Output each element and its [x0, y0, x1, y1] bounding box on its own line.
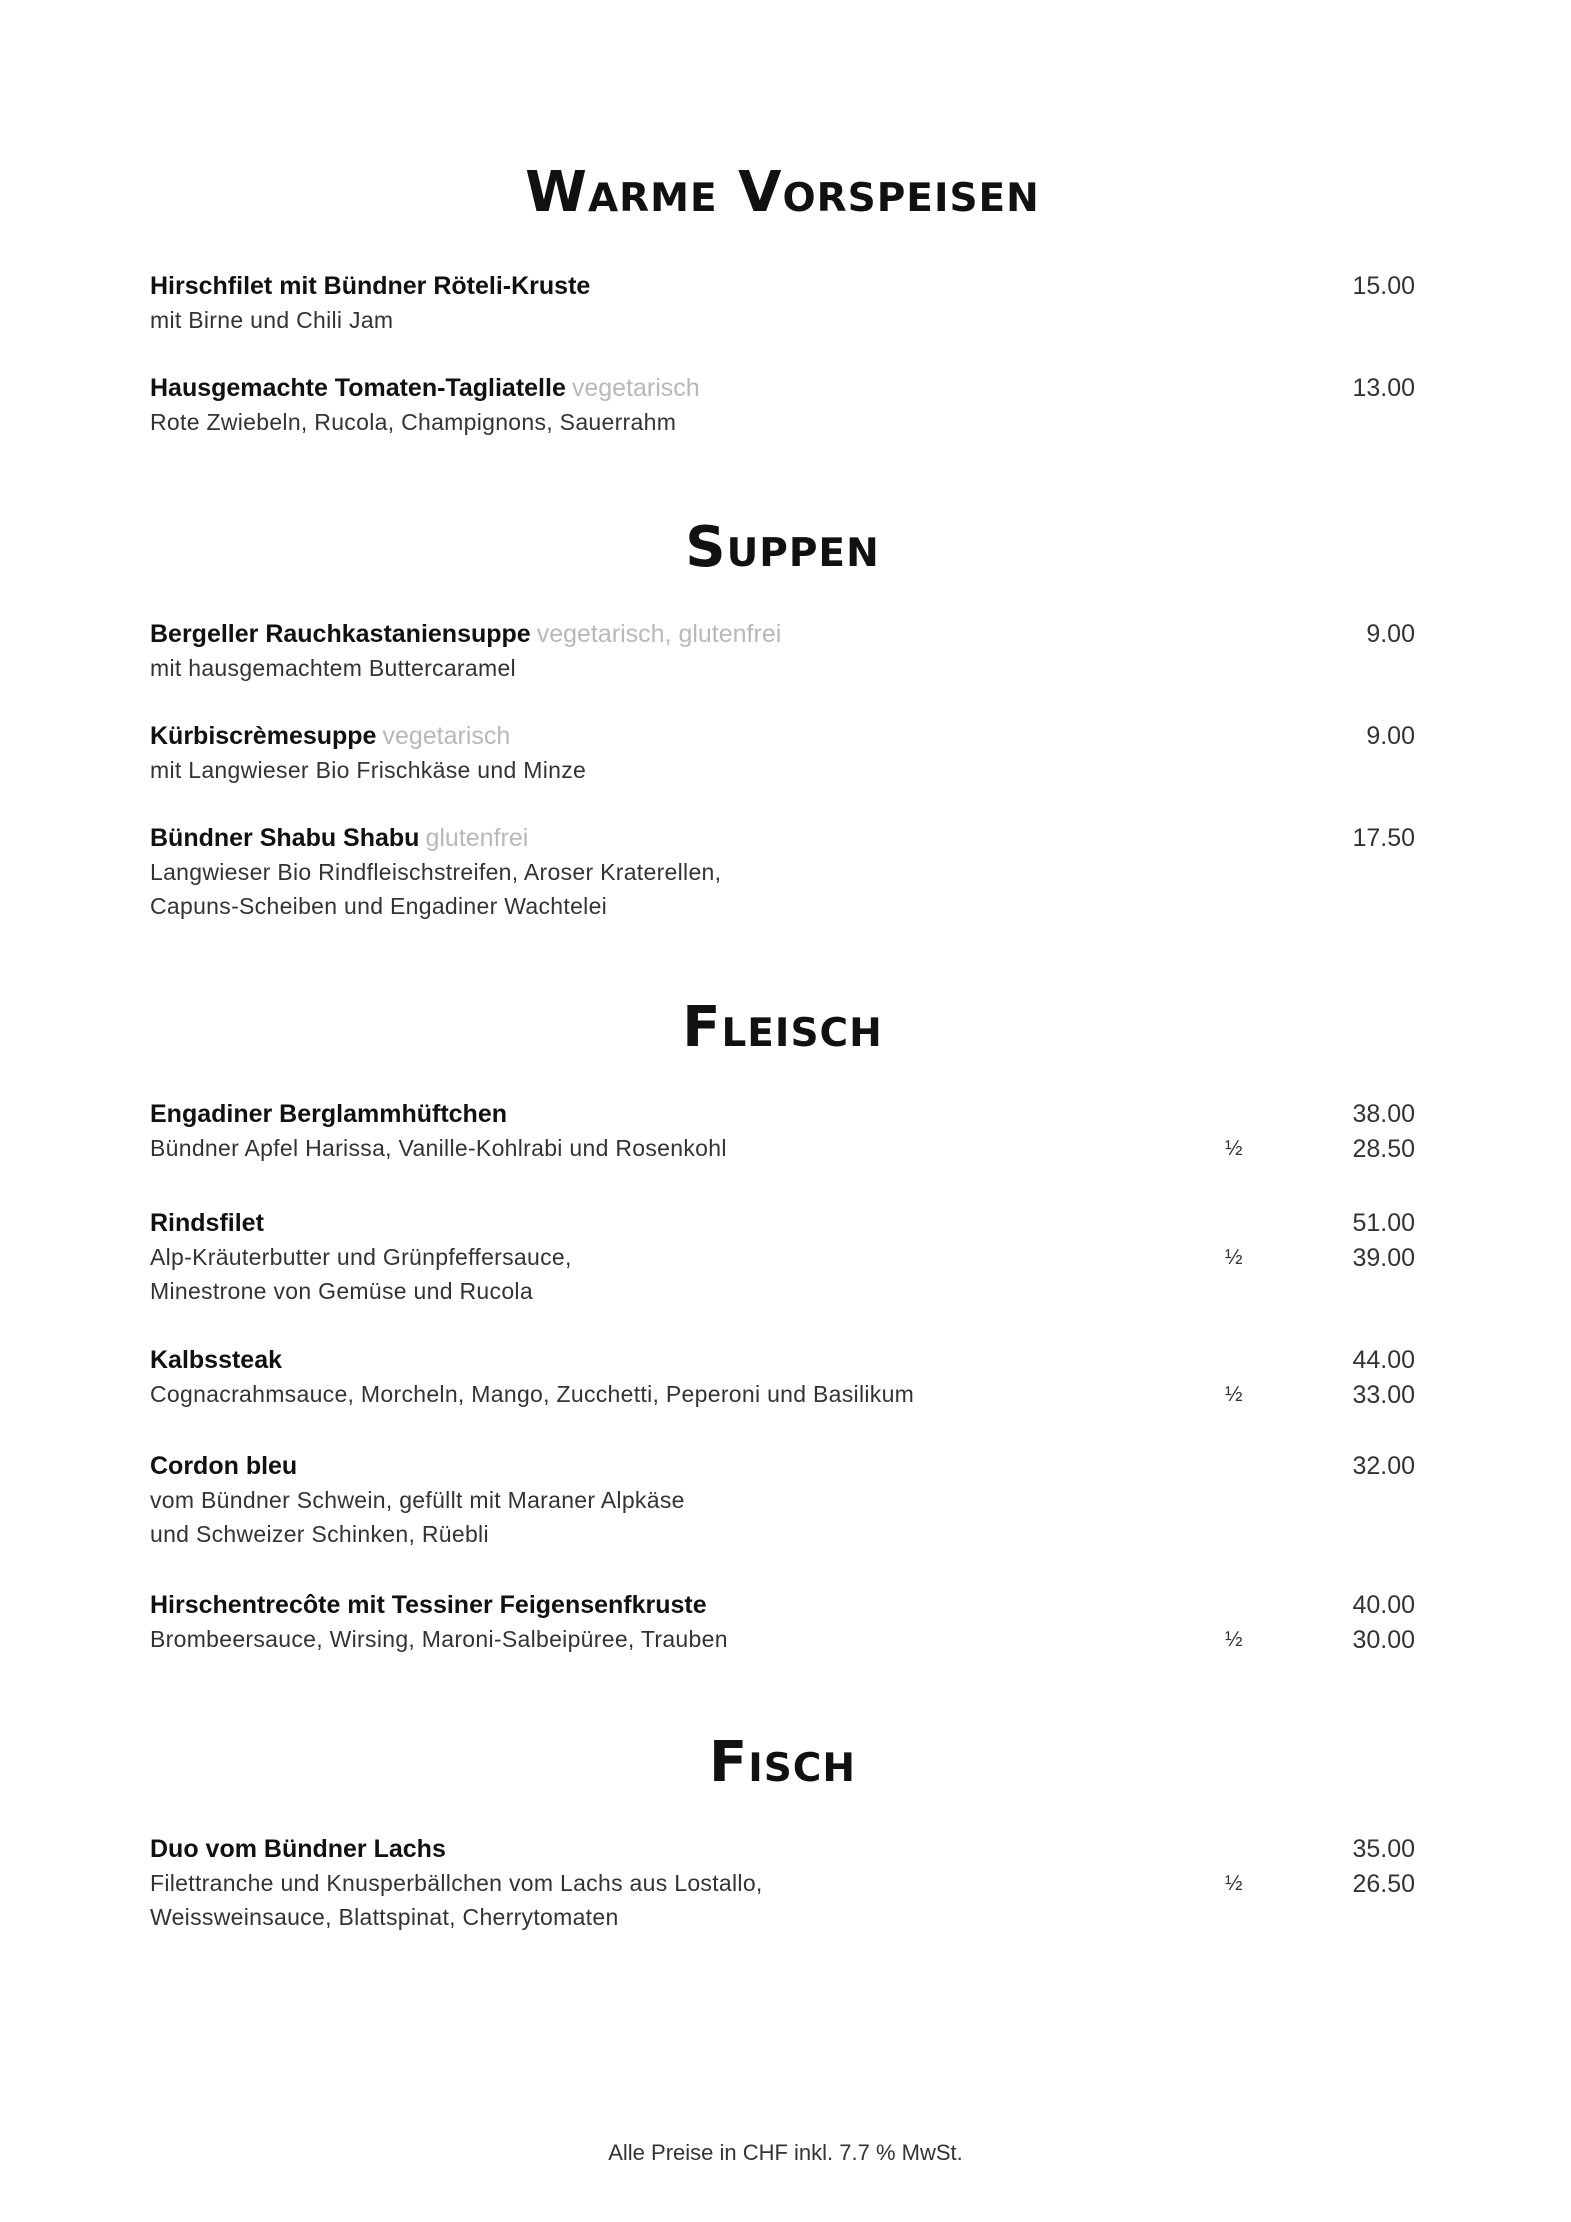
half-portion-price: 28.50: [1352, 1135, 1415, 1163]
price: 51.00: [1352, 1209, 1415, 1237]
half-portion-price: 39.00: [1352, 1244, 1415, 1272]
half-portion-label: ½: [1225, 1137, 1243, 1160]
menu-item: [150, 620, 1415, 689]
dish-name-text: Cordon bleu: [150, 1452, 298, 1480]
section-title-suppen: Suppen: [685, 515, 880, 580]
dish-name-text: Kürbiscrèmesuppe: [150, 722, 377, 750]
section-title-fisch: Fisch: [708, 1730, 857, 1795]
menu-item: [150, 1100, 1415, 1169]
half-portion-label: ½: [1225, 1628, 1243, 1651]
dish-description: Rote Zwiebeln, Rucola, Champignons, Sauerrahm: [150, 409, 677, 435]
dish-description: Cognacrahmsauce, Morcheln, Mango, Zucchetti, Peperoni und Basilikum: [150, 1381, 915, 1407]
dish-name-text: Bündner Shabu Shabu: [150, 824, 420, 852]
half-portion-label: ½: [1225, 1246, 1243, 1269]
menu-item: [150, 722, 1415, 791]
menu-item: [150, 1346, 1415, 1415]
price: 17.50: [1352, 824, 1415, 852]
dish-name-text: Rindsfilet: [150, 1209, 264, 1237]
dish-name-text: Hirschentrecôte mit Tessiner Feigensenfkruste: [150, 1591, 707, 1619]
menu-item: [150, 272, 1415, 341]
menu-item: [150, 1209, 1415, 1312]
dish-description: mit Birne und Chili Jam: [150, 307, 394, 333]
half-portion-price: 26.50: [1352, 1870, 1415, 1898]
dish-description: Brombeersauce, Wirsing, Maroni-Salbeipüree, Trauben: [150, 1626, 728, 1652]
half-portion-price: 30.00: [1352, 1626, 1415, 1654]
menu-item: [150, 374, 1415, 443]
half-portion-label: ½: [1225, 1872, 1243, 1895]
dish-description: Bündner Apfel Harissa, Vanille-Kohlrabi und Rosenkohl: [150, 1135, 727, 1161]
dish-description: mit hausgemachtem Buttercaramel: [150, 655, 516, 681]
dish-description: Langwieser Bio Rindfleischstreifen, Aroser Kraterellen,: [150, 859, 722, 885]
dish-description: Alp-Kräuterbutter und Grünpfeffersauce,: [150, 1244, 572, 1270]
dish-name: [150, 620, 781, 649]
dish-name-text: Engadiner Berglammhüftchen: [150, 1100, 507, 1128]
price: 15.00: [1352, 272, 1415, 300]
dish-name: [150, 374, 700, 403]
menu-item: [150, 1452, 1415, 1555]
dish-name: [150, 1452, 297, 1481]
dish-description: Capuns-Scheiben und Engadiner Wachtelei: [150, 893, 608, 919]
price: 9.00: [1366, 722, 1415, 750]
dish-name-text: Bergeller Rauchkastaniensuppe: [150, 620, 531, 648]
price: 32.00: [1352, 1452, 1415, 1480]
dish-name: [150, 1209, 264, 1238]
dish-description: Minestrone von Gemüse und Rucola: [150, 1278, 533, 1304]
dish-name: [150, 722, 510, 751]
dish-description: vom Bündner Schwein, gefüllt mit Maraner Alpkäse: [150, 1487, 685, 1513]
dish-description: Filettranche und Knusperbällchen vom Lachs aus Lostallo,: [150, 1870, 763, 1896]
dish-description: mit Langwieser Bio Frischkäse und Minze: [150, 757, 587, 783]
dish-description: und Schweizer Schinken, Rüebli: [150, 1521, 489, 1547]
menu-item: [150, 824, 1415, 927]
price: 35.00: [1352, 1835, 1415, 1863]
half-portion-label: ½: [1225, 1383, 1243, 1406]
half-portion-price: 33.00: [1352, 1381, 1415, 1409]
menu-item: [150, 1591, 1415, 1660]
diet-tag: vegetarisch, glutenfrei: [536, 620, 782, 648]
dish-name: [150, 1835, 446, 1864]
price-footnote: Alle Preise in CHF inkl. 7.7 % MwSt.: [608, 2140, 963, 2165]
price: 40.00: [1352, 1591, 1415, 1619]
diet-tag: vegetarisch: [571, 374, 700, 402]
price: 38.00: [1352, 1100, 1415, 1128]
diet-tag: glutenfrei: [425, 824, 529, 852]
dish-name-text: Duo vom Bündner Lachs: [150, 1835, 446, 1863]
dish-name-text: Kalbssteak: [150, 1346, 283, 1374]
dish-name-text: Hirschfilet mit Bündner Röteli-Kruste: [150, 272, 591, 300]
dish-name: [150, 824, 528, 853]
diet-tag: vegetarisch: [382, 722, 511, 750]
dish-name: [150, 1100, 507, 1129]
section-title-vorspeisen: Warme Vorspeisen: [525, 160, 1040, 225]
price: 13.00: [1352, 374, 1415, 402]
price: 44.00: [1352, 1346, 1415, 1374]
dish-name: [150, 1591, 707, 1620]
menu-item: [150, 1835, 1415, 1938]
dish-name: [150, 272, 590, 301]
price: 9.00: [1366, 620, 1415, 648]
dish-description: Weissweinsauce, Blattspinat, Cherrytomaten: [150, 1904, 619, 1930]
dish-name-text: Hausgemachte Tomaten-Tagliatelle: [150, 374, 566, 402]
section-title-fleisch: Fleisch: [682, 995, 883, 1060]
dish-name: [150, 1346, 282, 1375]
